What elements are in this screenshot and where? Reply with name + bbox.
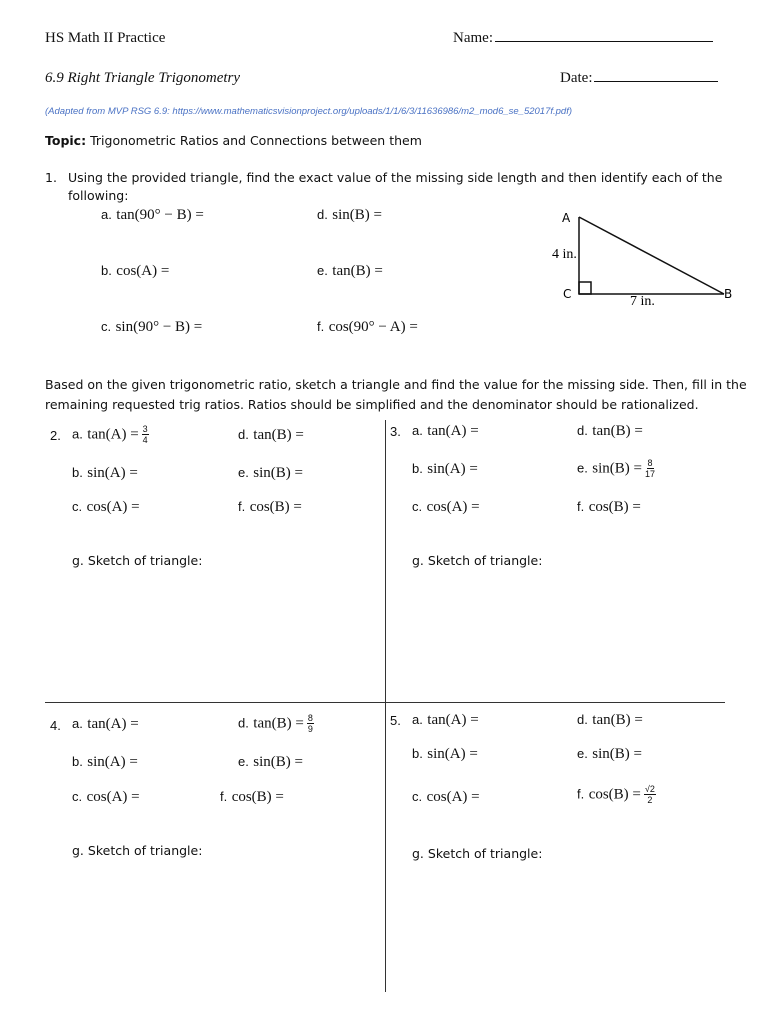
q2-item-f: f. cos(B) = bbox=[238, 499, 302, 515]
q1-item-b: b. cos(A) = bbox=[101, 263, 170, 279]
q5-number: 5. bbox=[390, 713, 401, 728]
topic-label: Topic: bbox=[45, 133, 87, 148]
right-angle-marker bbox=[579, 282, 591, 294]
name-field[interactable] bbox=[453, 30, 713, 47]
q5-item-b: b. sin(A) = bbox=[412, 746, 478, 762]
q1-text-line1: Using the provided triangle, find the exact value of the missing side length and then identify each of the bbox=[68, 170, 723, 185]
q4-d-fraction: $\frac{8}{9}$ bbox=[307, 713, 313, 734]
q2-item-c: c. cos(A) = bbox=[72, 499, 140, 515]
grid-horizontal-divider bbox=[45, 702, 725, 703]
lesson-title: 6.9 Right Triangle Trigonometry bbox=[45, 70, 241, 86]
q1-item-f: f. cos(90° − A) = bbox=[317, 319, 418, 335]
q3-item-f: f. cos(B) = bbox=[577, 499, 641, 515]
instructions-line1: Based on the given trigonometric ratio, sketch a triangle and find the value for the missing side. Then, fill in the bbox=[45, 377, 747, 392]
q2-item-d: d. tan(B) = bbox=[238, 427, 304, 443]
adapted-source: (Adapted from MVP RSG 6.9: https://www.mathematicsvisionproject.org/uploads/1/1/6/3/11636986/m2_mod6_se_52017f.pdf) bbox=[45, 106, 573, 117]
q2-item-g: g. Sketch of triangle: bbox=[72, 553, 203, 568]
q4-number: 4. bbox=[50, 718, 61, 733]
q2-item-a: a. tan(A) = $\frac{3}{4}$ bbox=[72, 424, 148, 445]
q5-item-g: g. Sketch of triangle: bbox=[412, 846, 543, 861]
course-title: HS Math II Practice bbox=[45, 30, 166, 46]
q1-number: 1. bbox=[45, 170, 57, 185]
q2-number: 2. bbox=[50, 428, 61, 443]
date-label: Date: bbox=[560, 70, 593, 86]
grid-vertical-divider bbox=[385, 420, 386, 992]
q2-item-e: e. sin(B) = bbox=[238, 465, 304, 481]
q1-item-c: c. sin(90° − B) = bbox=[101, 319, 203, 335]
q4-item-a: a. tan(A) = bbox=[72, 716, 139, 732]
q4-item-b: b. sin(A) = bbox=[72, 754, 138, 770]
q3-item-d: d. tan(B) = bbox=[577, 423, 643, 439]
vertex-c-label: C bbox=[563, 287, 572, 301]
q5-item-e: e. sin(B) = bbox=[577, 746, 643, 762]
q3-item-a: a. tan(A) = bbox=[412, 423, 479, 439]
name-blank-line bbox=[495, 41, 713, 42]
q2-item-b: b. sin(A) = bbox=[72, 465, 138, 481]
q3-item-e: e. sin(B) = $\frac{8}{17}$ bbox=[577, 458, 656, 479]
q4-item-e: e. sin(B) = bbox=[238, 754, 304, 770]
q3-e-fraction: $\frac{8}{17}$ bbox=[645, 458, 656, 479]
q3-item-c: c. cos(A) = bbox=[412, 499, 480, 515]
q5-item-d: d. tan(B) = bbox=[577, 712, 643, 728]
instructions-line2: remaining requested trig ratios. Ratios should be simplified and the denominator should be rationalized. bbox=[45, 397, 699, 412]
topic-text: Trigonometric Ratios and Connections between them bbox=[90, 133, 422, 148]
side-cb-label: 7 in. bbox=[630, 294, 655, 309]
q1-item-d: d. sin(B) = bbox=[317, 207, 383, 223]
q4-item-g: g. Sketch of triangle: bbox=[72, 843, 203, 858]
name-label: Name: bbox=[453, 30, 493, 46]
vertex-b-label: B bbox=[724, 287, 733, 301]
side-ac-label: 4 in. bbox=[552, 247, 577, 262]
q4-item-f: f. cos(B) = bbox=[220, 789, 284, 805]
q5-f-fraction: $\frac{√2}{2}$ bbox=[644, 784, 655, 805]
q4-item-c: c. cos(A) = bbox=[72, 789, 140, 805]
topic-line bbox=[45, 133, 422, 148]
date-blank-line bbox=[594, 81, 718, 82]
q5-item-f: f. cos(B) = $\frac{√2}{2}$ bbox=[577, 784, 655, 805]
date-field[interactable] bbox=[560, 70, 718, 87]
triangle-hypotenuse bbox=[579, 217, 724, 294]
vertex-a-label: A bbox=[562, 211, 571, 225]
q3-number: 3. bbox=[390, 424, 401, 439]
q2-a-fraction: $\frac{3}{4}$ bbox=[142, 424, 148, 445]
q1-text-line2: following: bbox=[68, 188, 129, 203]
q3-item-g: g. Sketch of triangle: bbox=[412, 553, 543, 568]
q1-item-a: a. tan(90° − B) = bbox=[101, 207, 204, 223]
q5-item-a: a. tan(A) = bbox=[412, 712, 479, 728]
q5-item-c: c. cos(A) = bbox=[412, 789, 480, 805]
q4-item-d: d. tan(B) = $\frac{8}{9}$ bbox=[238, 713, 313, 734]
q1-item-e: e. tan(B) = bbox=[317, 263, 383, 279]
q3-item-b: b. sin(A) = bbox=[412, 461, 478, 477]
q1-triangle-figure bbox=[540, 205, 740, 310]
